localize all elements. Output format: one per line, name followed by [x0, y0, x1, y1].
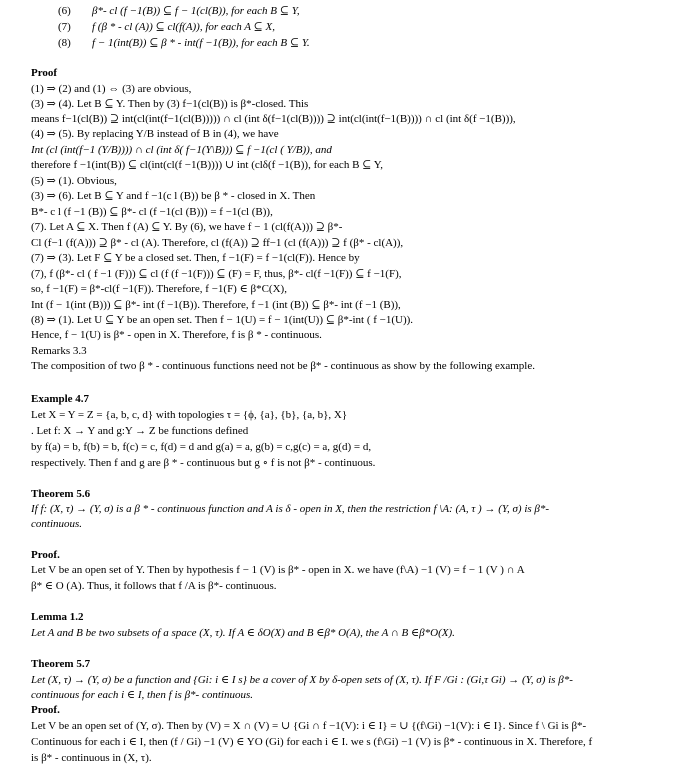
example-heading: Example 4.7 [31, 393, 90, 405]
proof-line: (7). Let A ⊆ X. Then f (A) ⊆ Y. By (6), we have f − 1 (cl(f(A))) ⊇ β*- [31, 221, 343, 233]
example-line: Let X = Y = Z = {a, b, c, d} with topologies τ = {ϕ, {a}, {b}, {a, b}, X} [31, 409, 348, 421]
example-line: by f(a) = b, f(b) = b, f(c) = c, f(d) = d and g(a) = a, g(b) = c,g(c) = a, g(d) = d, [31, 441, 372, 453]
proof-line: Let V be an open set of Y. Then by hypothesis f − 1 (V) is β* - open in X. we have (f\A) −1 (V) = f − 1 (V ) ∩ A [31, 564, 525, 576]
theorem-line: If f: (X, τ) → (Y, σ) is a β * - continuous function and A is δ - open in X, then the restriction f \A: (A, τ ) → (Y, σ) is β*- [31, 503, 550, 515]
proof-line: Hence, f − 1(U) is β* - open in X. Therefore, f is β * - continuous. [31, 329, 322, 341]
proof-line: B*- c l (f −1 (B)) ⊆ β*- cl (f −1(cl (B))) = f −1(cl (B)), [31, 206, 273, 218]
proof-line: is β* - continuous in (X, τ). [31, 752, 152, 764]
proof-line: (7) ⇒ (3). Let F ⊆ Y be a closed set. Then, f −1(F) = f −1(cl(F)). Hence by [31, 252, 360, 264]
proof-line: Int (f − 1(int (B))) ⊆ β*- int (f −1(B)). Therefore, f −1 (int (B)) ⊆ β*- int (f −1 (B)), [31, 299, 401, 311]
proof-heading: Proof. [31, 704, 60, 716]
lemma-heading: Lemma 1.2 [31, 611, 84, 623]
proof-line: (3) ⇒ (4). Let B ⊆ Y. Then by (3) f−1(cl(B)) is β*-closed. This [31, 98, 309, 110]
theorem-heading: Theorem 5.7 [31, 658, 91, 670]
proof-heading: Proof [31, 67, 58, 79]
list-item-8: f − 1(int(B)) ⊆ β * - int(f −1(B)), for each B ⊆ Y. [92, 37, 310, 49]
example-line: respectively. Then f and g are β * - continuous but g ∘ f is not β* - continuous. [31, 457, 376, 469]
proof-line: Cl (f−1 (f(A))) ⊇ β* - cl (A). Therefore, cl (f(A)) ⊇ ff−1 (cl (f(A))) ⊇ f (β* - cl(A)), [31, 237, 404, 249]
proof-line: (1) ⇒ (2) and (1) ⇔ (3) are obvious, [31, 83, 192, 95]
proof-line: (4) ⇒ (5). By replacing Y/B instead of B in (4), we have [31, 128, 279, 140]
proof-line: Continuous for each i ∈ I, then (f / Gi) −1 (V) ∈ YO (Gi) for each i ∈ I. we s (f\Gi) −1 (V) is β* - continuous in X. Therefore, f [31, 736, 593, 748]
list-num-8: (8) [58, 37, 71, 49]
remarks-heading: Remarks 3.3 [31, 345, 87, 357]
list-item-6: β*- cl (f −1(B)) ⊆ f − 1(cl(B)), for each B ⊆ Y, [92, 5, 300, 17]
proof-line: (5) ⇒ (1). Obvious, [31, 175, 117, 187]
proof-line: means f−1(cl(B)) ⊇ int(cl(int(f−1(cl(B))))) ∩ cl (int δ(f−1(cl(B)))) ⊇ int(cl(int(f−1(B)))) ∩ cl (int δ(f −1(B))), [31, 113, 516, 125]
lemma-text: Let A and B be two subsets of a space (X, τ). If A ∈ δO(X) and B ∈β* O(A), the A ∩ B ∈β*O(X). [31, 627, 455, 639]
proof-line: (7), f (β*- cl ( f −1 (F))) ⊆ cl (f (f −1(F))) ⊆ (F) = F, thus, β*- cl(f −1(F)) ⊆ f −1(F), [31, 268, 402, 280]
list-item-7: f (β * - cl (A)) ⊆ cl(f(A)), for each A ⊆ X, [92, 21, 275, 33]
list-num-6: (6) [58, 5, 71, 17]
proof-heading: Proof. [31, 549, 60, 561]
list-num-7: (7) [58, 21, 71, 33]
proof-line: therefore f −1(int(B)) ⊆ cl(int(cl(f −1(B)))) ∪ int (clδ(f −1(B)), for each B ⊆ Y, [31, 159, 383, 171]
proof-line: Let V be an open set of (Y, σ). Then by (V) = X ∩ (V) = ∪ {Gi ∩ f −1(V): i ∈ I} = ∪ {(f\Gi) −1(V): i ∈ I}. Since f \ Gi is β*- [31, 720, 587, 732]
theorem-line: Let (X, τ) → (Y, σ) be a function and {Gi: i ∈ I s} be a cover of X by δ-open sets of (X, τ). If F /Gi : (Gi,τ Gi) → (Y, σ) is β*- [31, 674, 573, 686]
proof-line: (8) ⇒ (1). Let U ⊆ Y be an open set. Then f − 1(U) = f − 1(int(U)) ⊆ β*-int ( f −1(U)). [31, 314, 414, 326]
theorem-line: continuous for each i ∈ I, then f is β*- continuous. [31, 689, 253, 701]
theorem-line: continuous. [31, 518, 83, 530]
proof-line: so, f −1(F) = β*-cl(f −1(F)). Therefore, f −1(F) ∈ β*C(X), [31, 283, 287, 295]
proof-line: (3) ⇒ (6). Let B ⊆ Y and f −1(c l (B)) be β * - closed in X. Then [31, 190, 316, 202]
theorem-heading: Theorem 5.6 [31, 488, 91, 500]
proof-line: β* ∈ O (A). Thus, it follows that f /A is β*- continuous. [31, 580, 277, 592]
example-line: . Let f: X → Y and g:Y → Z be functions defined [31, 425, 249, 437]
proof-line: Int (cl (int(f−1 (Y/B)))) ∩ cl (int δ( f−1(Y\B))) ⊆ f −1(cl ( Y/B)), and [31, 144, 332, 156]
remarks-text: The composition of two β * - continuous functions need not be β* - continuous as show by the following example. [31, 360, 535, 372]
